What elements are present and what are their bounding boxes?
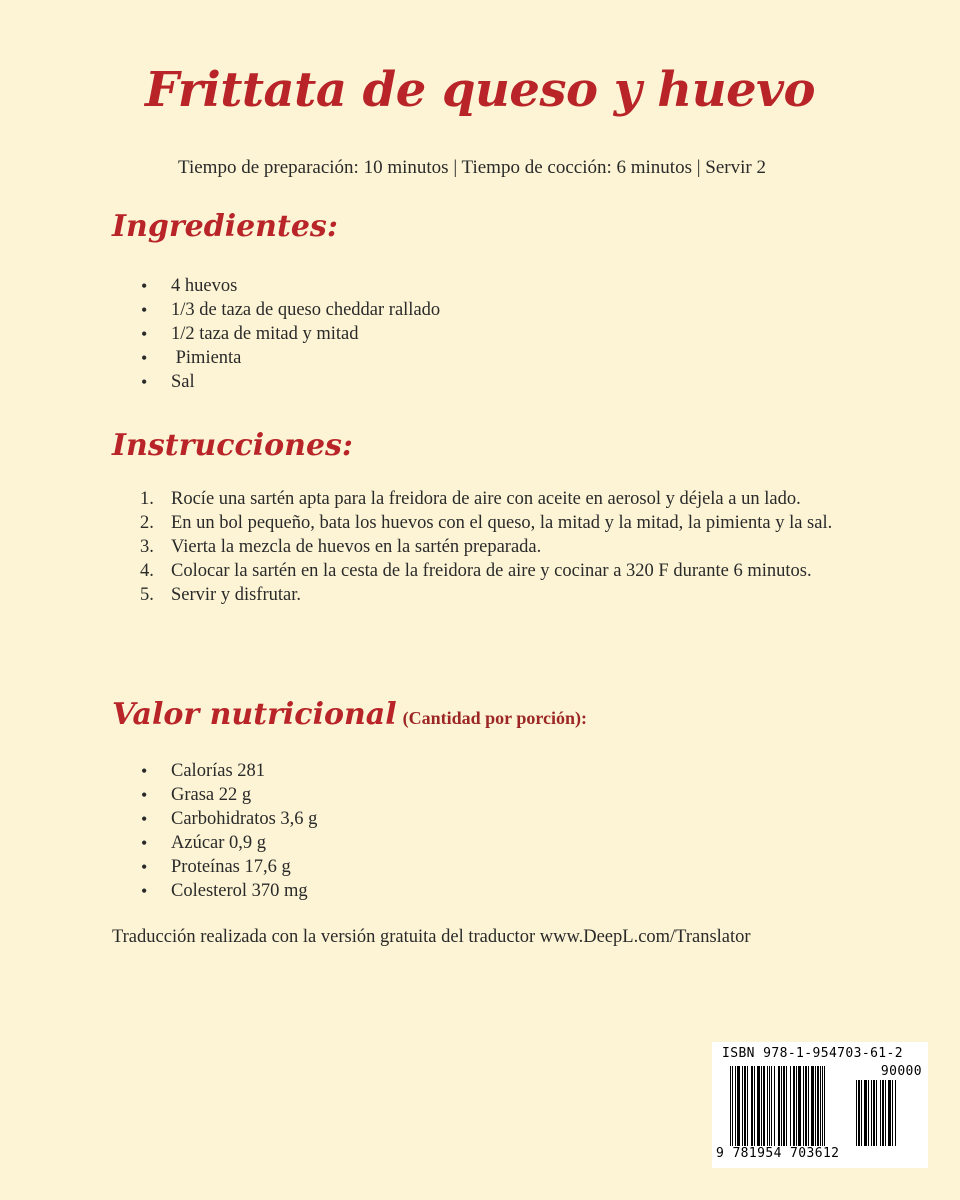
bullet-icon: •: [141, 785, 148, 805]
instructions-heading: Instrucciones:: [112, 428, 354, 463]
ingredient-item: • 1/3 de taza de queso cheddar rallado: [141, 300, 441, 320]
step-text: Colocar la sartén en la cesta de la freidora de aire y cocinar a 320 F durante 6 minutos.: [171, 561, 812, 581]
isbn-label: ISBN 978-1-954703-61-2: [722, 1046, 903, 1061]
bullet-icon: •: [141, 372, 148, 392]
instruction-step: [138, 487, 838, 511]
ingredient-item: • Sal: [141, 372, 195, 392]
translation-note: Traducción realizada con la versión gratuita del traductor www.DeepL.com/Translator: [112, 927, 751, 947]
bullet-icon: •: [141, 276, 148, 296]
bullet-icon: •: [141, 761, 148, 781]
nutrition-heading-text: Valor nutricional: [112, 697, 397, 732]
step-number: 4.: [140, 561, 154, 581]
bullet-icon: •: [141, 348, 148, 368]
ingredients-heading: Ingredientes:: [112, 209, 338, 244]
step-text: En un bol pequeño, bata los huevos con el queso, la mitad y la mitad, la pimienta y la sal.: [171, 513, 833, 533]
nutrition-item: • Calorías 281: [141, 761, 266, 781]
step-number: 1.: [140, 489, 154, 509]
ingredient-item: • Pimienta: [141, 348, 242, 368]
isbn-barcode: [712, 1042, 928, 1168]
nutrition-list: [138, 759, 317, 903]
instructions-list: [138, 487, 838, 607]
barcode-addon-bars-icon: [856, 1080, 920, 1148]
nutrition-item: • Carbohidratos 3,6 g: [141, 809, 318, 829]
instruction-step: [138, 511, 838, 535]
barcode-addon-number: 90000: [880, 1064, 922, 1079]
barcode-bars-icon: [730, 1066, 850, 1148]
bullet-icon: •: [141, 857, 148, 877]
nutrition-subheading: (Cantidad por porción):: [402, 708, 587, 728]
step-number: 5.: [140, 585, 154, 605]
recipe-title: Frittata de queso y huevo: [144, 62, 816, 118]
step-text: Servir y disfrutar.: [171, 585, 301, 605]
step-text: Rocíe una sartén apta para la freidora de aire con aceite en aerosol y déjela a un lado.: [171, 489, 801, 509]
nutrition-item: • Grasa 22 g: [141, 785, 252, 805]
step-text: Vierta la mezcla de huevos en la sartén preparada.: [171, 537, 542, 557]
bullet-icon: •: [141, 833, 148, 853]
ingredients-list: [138, 274, 440, 394]
ingredient-item: • 1/2 taza de mitad y mitad: [141, 324, 359, 344]
ingredient-item: • 4 huevos: [141, 276, 238, 296]
barcode-digits: 9 781954 703612: [716, 1146, 840, 1161]
bullet-icon: •: [141, 881, 148, 901]
recipe-meta: Tiempo de preparación: 10 minutos | Tiempo de cocción: 6 minutos | Servir 2: [178, 157, 766, 178]
nutrition-heading: [112, 697, 587, 732]
step-number: 3.: [140, 537, 154, 557]
step-number: 2.: [140, 513, 154, 533]
bullet-icon: •: [141, 324, 148, 344]
bullet-icon: •: [141, 809, 148, 829]
bullet-icon: •: [141, 300, 148, 320]
instruction-step: [138, 583, 838, 607]
instruction-step: [138, 535, 838, 559]
nutrition-item: • Azúcar 0,9 g: [141, 833, 267, 853]
nutrition-item: • Colesterol 370 mg: [141, 881, 308, 901]
instruction-step: [138, 559, 838, 583]
nutrition-item: • Proteínas 17,6 g: [141, 857, 291, 877]
